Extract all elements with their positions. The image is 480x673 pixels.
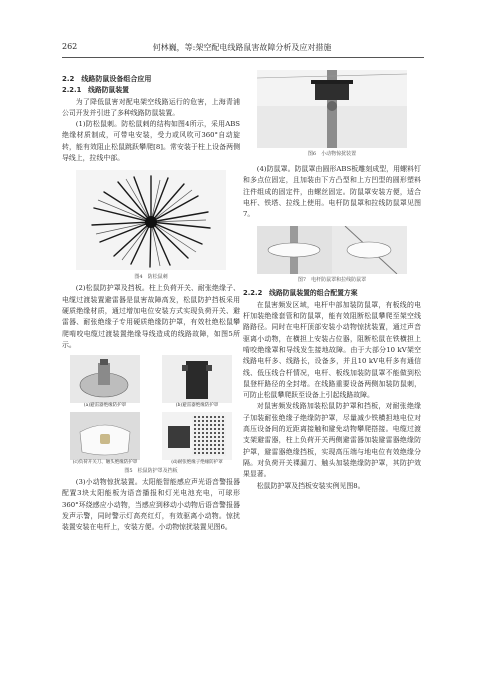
page-number: 262 (62, 42, 78, 51)
figure-7 (243, 226, 421, 284)
figure-4 (62, 170, 240, 281)
para-squirrel-shield: (2)松鼠防护罩及挡板。柱上负荷开关、耐张绝缘子、电缆过渡装置避雷器是鼠害故障高发，松鼠防护挡板采用硬质绝缘材质，通过增加电位安装方式实现负荷开关、避雷器、耐张绝缘子专用硬质绝缘防护罩，有效杜绝松鼠攀爬啃咬电缆过渡装置绝缘导线造成的线路故障，如图5所示。 (62, 284, 240, 349)
figure-5b (154, 355, 240, 409)
figure-5b-label: (b)避雷器绝缘防护罩 (175, 403, 219, 409)
white-cover-icon (70, 412, 140, 460)
page-header (62, 42, 422, 56)
black-shield-icon (162, 355, 232, 403)
arrester-cover-icon (70, 355, 140, 403)
figure-7-caption: 图7 电杆防鼠罩和拉线防鼠罩 (297, 277, 367, 284)
para-animal-deterrent: (3)小动物惊扰装置。太阳能智能感应声光语音警报器配置3块太阳能板为语音播报和灯光电池充电，可球形360°环绕感应小动物，当感应到移动小动物后语音警报器发声示警，同时警示灯高亮红灯，有效驱离小动物。惊扰装置安装在电杆上，安装方便。小动物惊扰装置见图6。 (62, 478, 240, 532)
para-intro: 为了降低鼠害对配电架空线路运行的危害，上海青浦公司开发并引进了多种线路防鼠装置。 (62, 97, 240, 117)
section-heading: 2.2 线路防鼠设备组合应用 (62, 75, 152, 83)
figure-5-caption: 图5 松鼠防护罩及挡板 (124, 468, 178, 475)
figure-5d-label: (d)耐张绝缘子绝缘防护罩 (171, 460, 223, 466)
figure-6-caption: 图6 小动物惊扰装置 (307, 151, 357, 157)
figure-5a (62, 355, 148, 409)
spiky-star-icon (76, 170, 226, 270)
round-guard-icon (257, 226, 407, 274)
figure-5a-label: (a)避雷器绝缘防护罩 (83, 403, 127, 409)
para-shield-config: 对鼠害频发线路加装松鼠防护罩和挡板，对耐张绝缘子加装耐张绝缘子绝缘防护罩，尽量减少铁横担地电位对高压设备间的近距离接触和避免动物攀爬搭接。电缆过渡支架避雷器，柱上负荷开关两侧避雷器加装避雷器绝缘防护罩，避雷器绝缘挡板，实现高压端与地电位有效绝缘分隔。对负荷开关裸漏刀、触头加装绝缘防护罩，其防护效果显著。 (243, 402, 421, 479)
pole-alarm-icon (257, 70, 407, 148)
figure-4-caption: 图4 防松鼠刺 (134, 274, 168, 281)
mesh-shield-icon (162, 412, 232, 460)
figure-5c (62, 412, 148, 466)
subsection-heading-2: 2.2.2 线路防鼠装置的组合配置方案 (243, 289, 358, 298)
para-squirrel-spike: (1)防松鼠刺。防松鼠刺的结构如图4所示，采用ABS绝缘材质制成，可带电安装，受力或风吹可360°自动旋转，能有效阻止松鼠跳跃攀爬[8]。常安装于柱上设备两侧导线上，拉线中部。 (62, 120, 240, 163)
para-config-scheme: 在鼠害频发区域，电杆中部加装防鼠罩，有板线的电杆加装绝缘套管和防鼠罩，能有效阻断松鼠攀爬至架空线路路径。同时在电杆顶部安装小动物惊扰装置，通过声音驱离小动物，在横担上安装占位器，阻断松鼠在铁横担上啃咬绝缘罩和导线发生接地故障。由于大部分10 kV架空线路电杆多、线路长，设备多，并且10 kV电杆多有通信线、低压线合杆情况，电杆、板线加装防鼠罩不能做到松鼠登杆路径的全封堵。在线路重要设备两侧加装防鼠刺，可防止松鼠攀爬跃至设备上引起线路故障。 (243, 300, 421, 400)
header-rule (62, 57, 424, 58)
left-column (62, 70, 240, 534)
figure-5d (154, 412, 240, 466)
subsection-heading-1: 2.2.1 线路防鼠装置 (62, 86, 129, 95)
figure-6 (243, 70, 421, 158)
para-example-ref: 松鼠防护罩及挡板安装实例见图8。 (256, 481, 365, 490)
figure-5 (62, 355, 240, 475)
right-column (243, 70, 421, 492)
para-rat-guard: (4)防鼠罩。防鼠罩由圆形ABS板雕刻成型，用螺料钉和多点位固定，且加装由下方凸型和上方凹型的圆形塑料注件组成的固定件，由螺丝固定。防鼠罩安装方便，适合电杆、铁塔、拉线上使用。电杆防鼠罩和拉线防鼠罩见图7。 (243, 165, 421, 219)
running-title: 何林巍，等:架空配电线路鼠害故障分析及应对措施 (152, 43, 332, 52)
figure-5c-label: (c)负荷开关刀、触头绝缘防护罩 (72, 460, 138, 466)
